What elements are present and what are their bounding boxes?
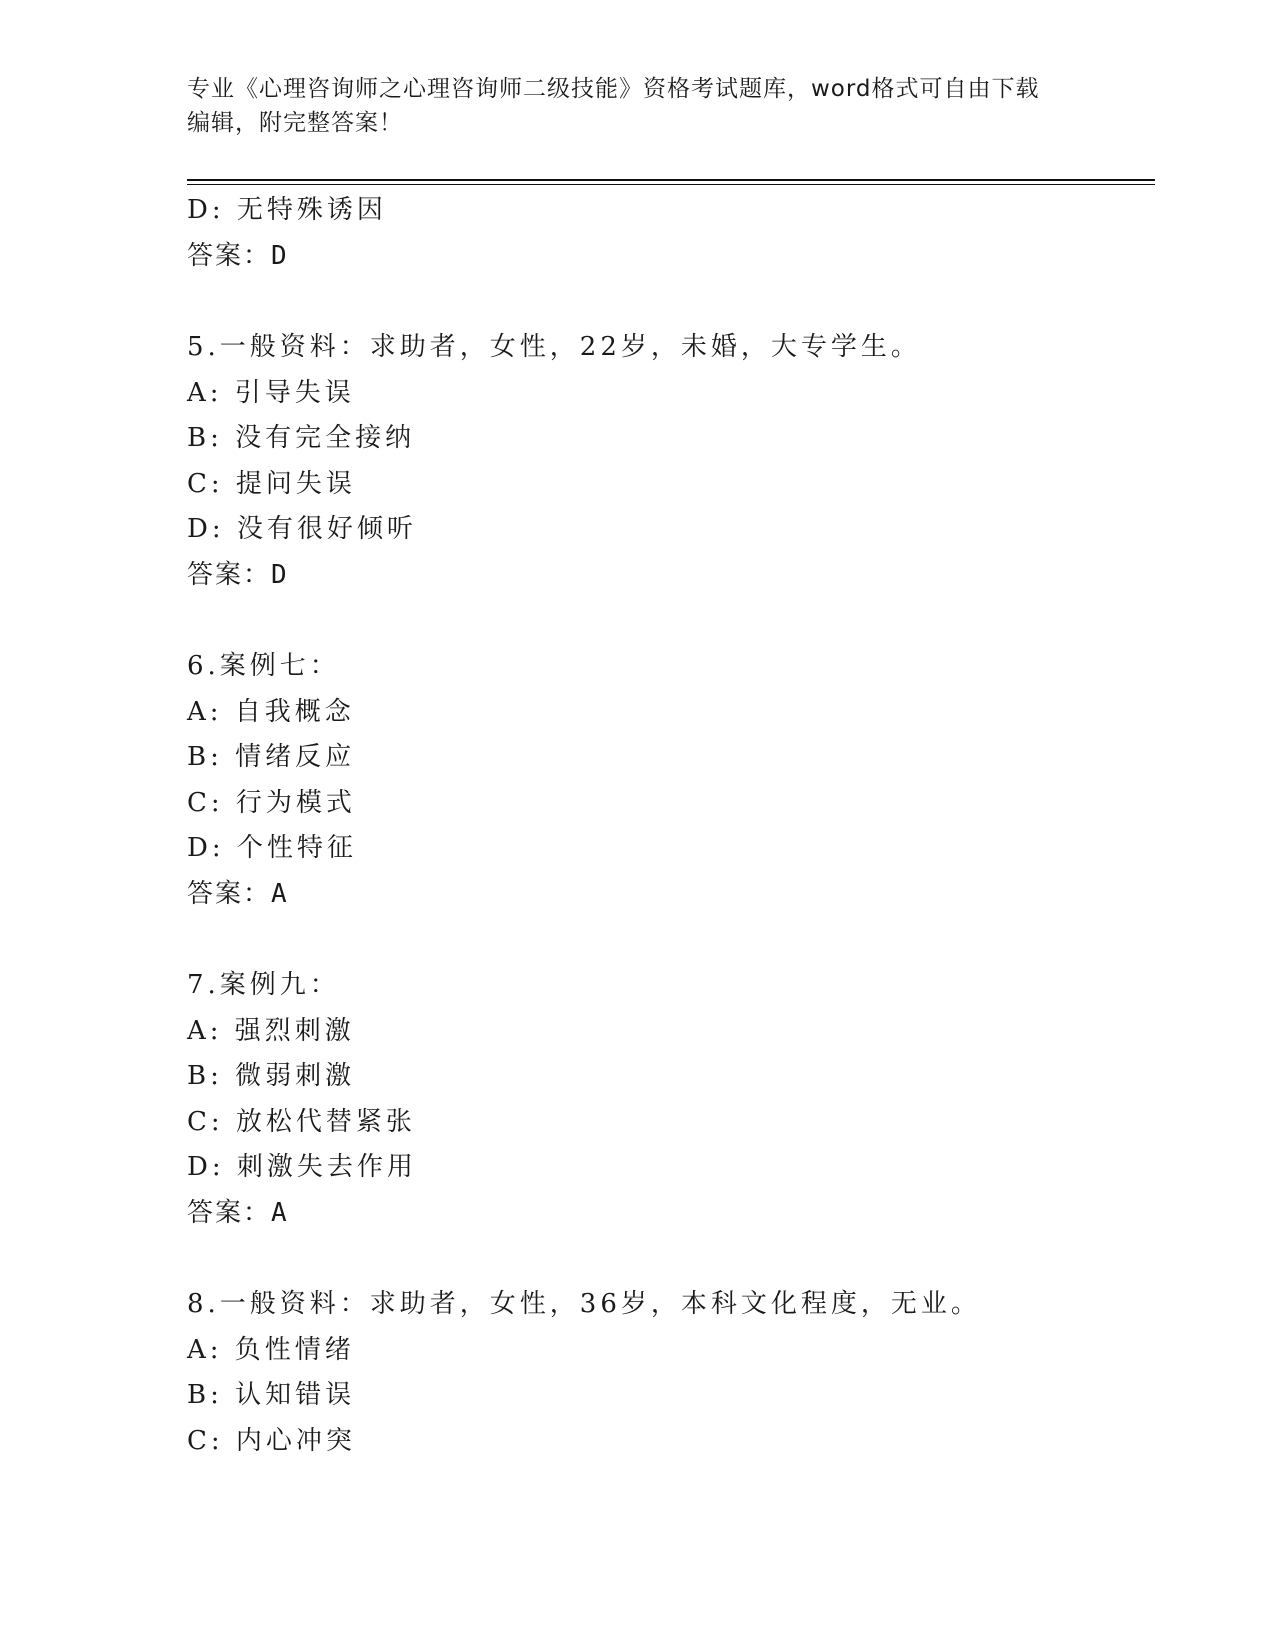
answer-label: 答案： xyxy=(187,240,272,271)
option-b: B: 认知错误 xyxy=(187,1380,356,1410)
spacer xyxy=(187,917,1147,963)
spacer xyxy=(187,1236,1147,1282)
answer-line xyxy=(187,1191,1147,1237)
question-stem: 7.案例九： xyxy=(187,970,340,1000)
question-list xyxy=(187,188,1147,1464)
option-a: A: 自我概念 xyxy=(187,696,355,727)
question-8 xyxy=(187,1282,1147,1464)
option-d: D: 没有很好倾听 xyxy=(187,514,417,544)
header-rule-thin xyxy=(187,184,1155,185)
question-stem: 8.一般资料：求助者，女性，36岁，本科文化程度，无业。 xyxy=(187,1289,981,1319)
page-header xyxy=(187,72,1067,140)
option-b: B: 微弱刺激 xyxy=(187,1061,356,1091)
answer-line xyxy=(187,872,1147,918)
answer-line xyxy=(187,553,1147,599)
header-line-1: 专业《心理咨询师之心理咨询师二级技能》资格考试题库，word格式可自由下载 xyxy=(187,76,1040,102)
question-7 xyxy=(187,963,1147,1236)
option-c: C: 放松代替紧张 xyxy=(187,1106,416,1137)
question-stem: 5.一般资料：求助者，女性，22岁，未婚，大专学生。 xyxy=(187,332,921,362)
spacer xyxy=(187,598,1147,644)
header-line-2: 编辑，附完整答案！ xyxy=(187,110,403,136)
answer-label: 答案： xyxy=(187,878,272,909)
option-b: B: 没有完全接纳 xyxy=(187,423,416,453)
option-d: D: 刺激失去作用 xyxy=(187,1152,417,1182)
answer-value: A xyxy=(271,1197,287,1228)
question-6 xyxy=(187,644,1147,917)
option-a: A: 强烈刺激 xyxy=(187,1015,355,1046)
option-d: D: 个性特征 xyxy=(187,833,357,863)
answer-line xyxy=(187,234,1147,280)
option-c: C: 内心冲突 xyxy=(187,1425,356,1456)
answer-value: D xyxy=(271,240,287,271)
header-rule-thick xyxy=(187,179,1155,181)
option-d: D: 无特殊诱因 xyxy=(187,195,387,225)
option-a: A: 负性情绪 xyxy=(187,1334,355,1365)
option-a: A: 引导失误 xyxy=(187,377,355,408)
option-c: C: 行为模式 xyxy=(187,787,356,818)
question-stem: 6.案例七： xyxy=(187,651,340,681)
answer-value: D xyxy=(271,559,287,590)
option-c: C: 提问失误 xyxy=(187,468,356,499)
answer-value: A xyxy=(271,878,287,909)
question-5 xyxy=(187,325,1147,598)
answer-label: 答案： xyxy=(187,1197,272,1228)
answer-label: 答案： xyxy=(187,559,272,590)
option-b: B: 情绪反应 xyxy=(187,742,356,772)
spacer xyxy=(187,279,1147,325)
